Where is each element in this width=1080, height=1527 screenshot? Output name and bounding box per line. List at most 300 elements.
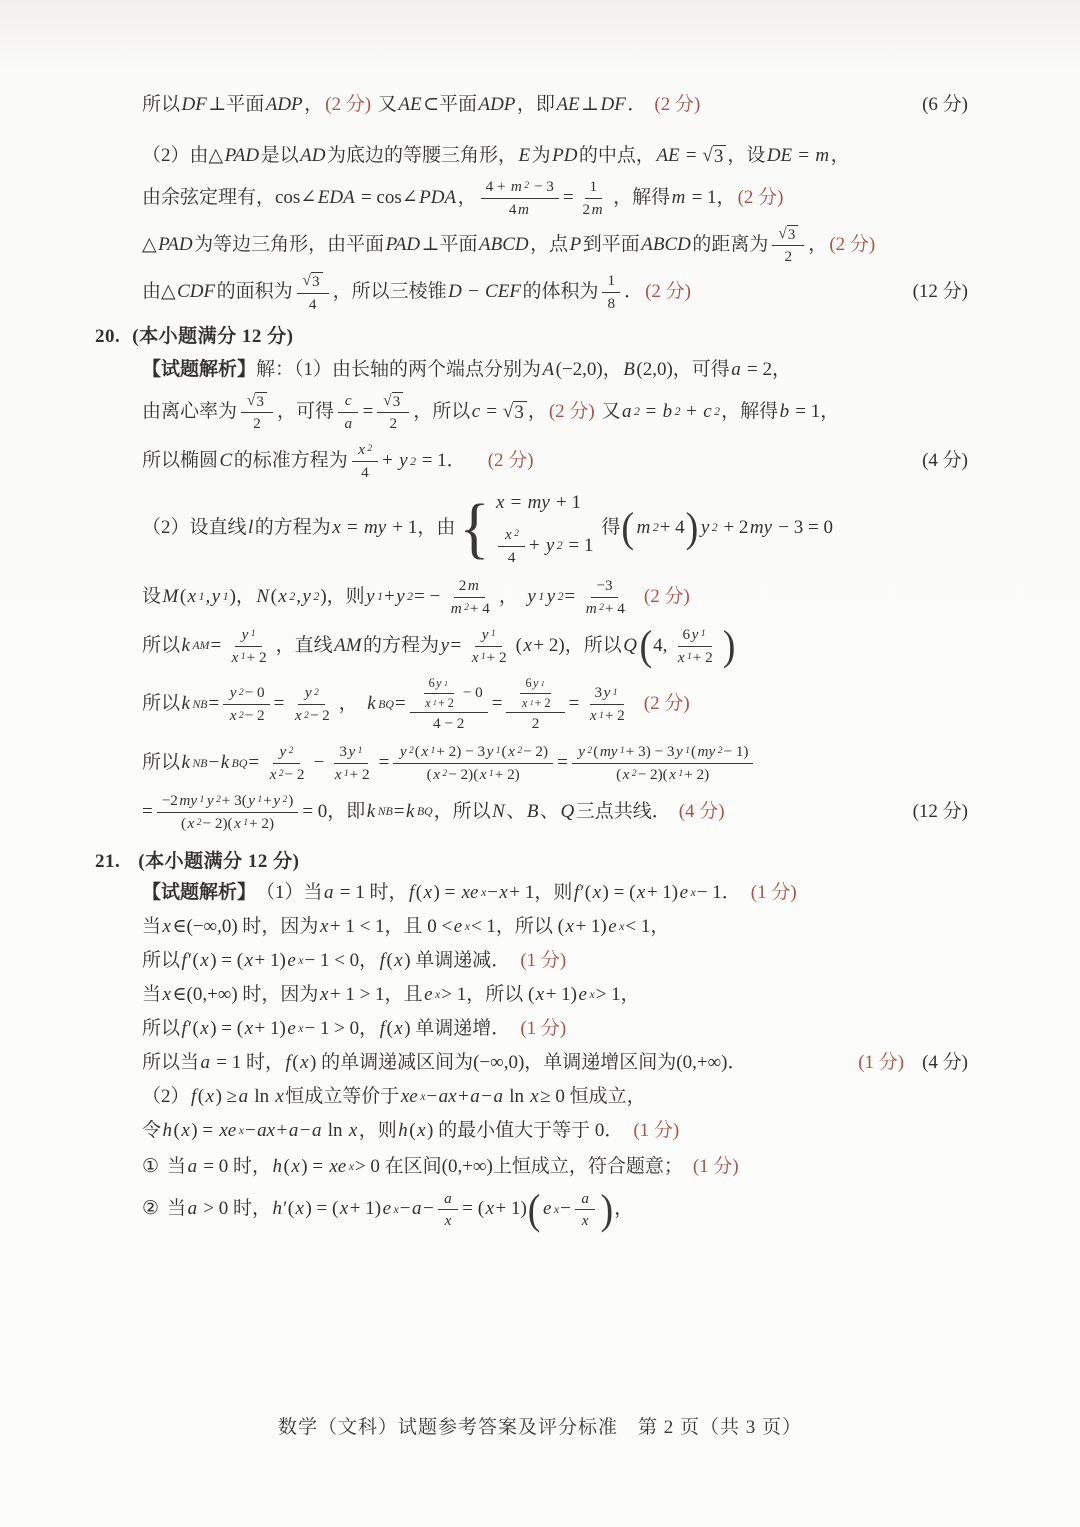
math-run: x xyxy=(291,1155,300,1177)
superscript: x xyxy=(690,886,696,900)
score-mark: (2 分) xyxy=(548,400,595,422)
fraction-denominator xyxy=(328,764,374,784)
subscript: 2 xyxy=(278,769,284,780)
text-run: + 2) − 3 xyxy=(436,743,486,761)
text-run: + 1) xyxy=(545,983,578,1005)
math-run: f xyxy=(379,949,385,971)
text-run: ，所以三棱锥 xyxy=(332,281,447,303)
text-run: + xyxy=(263,791,272,809)
text-run: ， xyxy=(808,234,828,256)
math-run: CEF xyxy=(485,281,521,303)
text-run: = 1， xyxy=(686,186,736,208)
fraction-denominator xyxy=(422,764,525,784)
fraction xyxy=(602,272,620,313)
score-mark: (4 分) xyxy=(678,800,725,822)
fraction xyxy=(772,225,804,266)
subscript: 2 xyxy=(304,710,309,721)
math-run: x xyxy=(162,915,171,937)
fraction-numerator xyxy=(410,676,488,713)
math-run: PAD xyxy=(158,234,193,256)
math-run: x xyxy=(677,648,685,666)
page-footer: 数学（文科）试题参考答案及评分标准 第 2 页（共 3 页） xyxy=(277,1417,802,1438)
math-run: k xyxy=(181,752,190,774)
solution-line xyxy=(142,792,968,833)
superscript: x xyxy=(238,1124,244,1138)
line-content: ② 当 a > 0 时， h′ ( x ) = ( x + 1) e x − a − $\frac{a}{x}$ = ( x + 1) ( e x − $\frac{a}{x}$ ) ， xyxy=(142,1186,634,1234)
text-run: 当 xyxy=(167,1198,187,1220)
text-run: = 1， xyxy=(790,400,840,422)
fraction-denominator xyxy=(579,598,630,618)
text-run: (12 分) xyxy=(912,800,968,822)
text-run: ， xyxy=(304,94,324,115)
fraction xyxy=(498,526,524,567)
line-content xyxy=(142,577,692,618)
line-content xyxy=(142,1016,568,1043)
text-run: = 1 时， xyxy=(211,1051,284,1073)
text-run: ) xyxy=(288,791,294,809)
subscript: 2 xyxy=(238,710,244,721)
math-run: x xyxy=(581,1212,589,1230)
radical-sign: √ xyxy=(502,400,514,422)
bold-text-run: 20. xyxy=(95,325,121,347)
text-run: 2 xyxy=(389,415,398,433)
fraction-denominator xyxy=(583,705,629,725)
math-run: AE xyxy=(398,94,422,115)
math-run: m xyxy=(467,576,479,594)
text-run: = xyxy=(248,752,260,774)
math-run: x xyxy=(181,1119,190,1141)
math-run: b xyxy=(779,400,790,422)
math-run: ADP xyxy=(265,94,303,115)
subscript: 2 xyxy=(557,590,564,604)
text-run: = xyxy=(210,634,222,656)
text-run: 4 xyxy=(507,548,516,566)
math-run: b xyxy=(662,400,673,422)
math-run: f′ xyxy=(181,949,191,971)
subscript: AM xyxy=(192,639,210,653)
subscript: 1 xyxy=(540,678,545,688)
text-run: = xyxy=(394,693,406,715)
text-run: + xyxy=(276,1119,288,1141)
text-run: + 4 xyxy=(604,599,625,617)
text-run: − 3 xyxy=(530,177,554,195)
text-run: ，则 xyxy=(358,1119,397,1141)
text-run: − xyxy=(208,752,220,774)
fraction-numerator xyxy=(602,272,620,293)
text-run: 、 xyxy=(506,800,526,822)
fraction-numerator xyxy=(506,676,564,713)
sqrt xyxy=(303,272,323,290)
fraction xyxy=(438,1190,459,1231)
math-run: a xyxy=(470,1085,480,1107)
fraction xyxy=(377,392,409,433)
math-run: e xyxy=(679,881,689,903)
math-run: l xyxy=(248,516,254,538)
math-run: f xyxy=(409,881,415,903)
math-run: y xyxy=(302,585,311,607)
text-run: − 1) xyxy=(723,743,749,761)
score-mark: (2 分) xyxy=(643,585,690,607)
superscript: 2 xyxy=(367,444,373,455)
fraction-denominator xyxy=(780,246,798,266)
math-run: my xyxy=(749,516,773,538)
radical-sign: √ xyxy=(302,272,311,290)
solution-line xyxy=(142,272,968,313)
math-run: y xyxy=(248,791,256,809)
fraction-denominator xyxy=(602,293,620,313)
text-run: 3 xyxy=(256,392,264,410)
text-run: − 2)( xyxy=(448,766,479,783)
text-run: + 1，由 xyxy=(387,516,456,538)
subscript: 1 xyxy=(700,628,706,639)
fraction-numerator xyxy=(424,676,454,693)
text-run: 的距离为 xyxy=(692,234,769,256)
text-run: （1）当 xyxy=(256,881,323,903)
text-run: 为 xyxy=(531,144,551,166)
superscript: x xyxy=(553,1203,560,1217)
math-run: my xyxy=(697,743,716,761)
text-run: + 2 xyxy=(534,695,551,710)
text-run: 、 xyxy=(539,800,559,822)
math-run: a xyxy=(288,1119,299,1141)
solution-line xyxy=(142,622,968,670)
math-run: y xyxy=(436,676,442,691)
math-run: e xyxy=(382,1198,391,1220)
text-run: (2,0)，可得 xyxy=(636,358,730,380)
subscript: 1 xyxy=(430,746,436,757)
text-run: − xyxy=(426,1085,438,1107)
cases-rows xyxy=(494,490,593,567)
text-run: ) 的最小值大于等于 0． xyxy=(427,1119,624,1141)
text-run: + 2)，所以 xyxy=(533,634,622,656)
math-run: y xyxy=(603,684,611,702)
superscript: x xyxy=(420,1090,426,1104)
math-run: y xyxy=(279,743,287,761)
text-run: + 1) xyxy=(646,881,679,903)
math-run: x xyxy=(278,585,287,607)
line-content xyxy=(142,880,799,907)
text-run: ( xyxy=(292,1051,299,1073)
fraction xyxy=(225,626,271,667)
math-run: a xyxy=(187,1198,198,1220)
line-content xyxy=(142,948,568,975)
math-run: x xyxy=(521,695,528,710)
fraction-numerator xyxy=(273,743,299,764)
text-run: − xyxy=(422,1198,434,1220)
math-run: xe xyxy=(219,1119,237,1141)
text-run: ，解得 xyxy=(613,186,671,208)
superscript: 2 xyxy=(652,521,659,535)
math-run: B xyxy=(623,358,635,380)
math-run: c xyxy=(471,400,481,422)
math-run: Q xyxy=(560,800,575,822)
text-run: − 3 = 0 xyxy=(773,516,833,538)
fraction-denominator xyxy=(288,705,334,725)
text-run: ，所以 xyxy=(433,800,491,822)
text-run: ( xyxy=(197,1085,205,1107)
text-run: = xyxy=(362,400,374,422)
text-run: 3 xyxy=(392,392,401,410)
text-run: = xyxy=(273,693,285,715)
line-content xyxy=(142,792,727,833)
math-run: x xyxy=(205,1085,215,1107)
math-run: y xyxy=(546,585,556,607)
text-run: ⊥平面 xyxy=(421,234,478,256)
fraction-denominator xyxy=(575,1210,595,1230)
subscript: 1 xyxy=(612,687,618,698)
math-run: my xyxy=(527,491,550,513)
math-run: ax xyxy=(438,1085,457,1107)
math-run: k xyxy=(220,752,230,774)
superscript: x xyxy=(348,1160,354,1174)
text-run: − xyxy=(487,881,498,903)
subscript: 2 xyxy=(238,687,244,698)
subscript: 1 xyxy=(529,698,534,708)
fraction-denominator xyxy=(611,764,714,784)
math-run: y xyxy=(578,743,586,761)
score-right xyxy=(913,279,968,306)
text-run: + 3( xyxy=(221,791,247,809)
text-run: ) 的单调递减区间为(−∞,0)，单调递增区间为(0,+∞)． xyxy=(310,1051,747,1073)
math-run: y xyxy=(399,743,407,761)
text-run: ∈(0,+∞) 时，因为 xyxy=(172,983,319,1005)
text-run: > 1，所以 ( xyxy=(441,983,535,1005)
math-run: x xyxy=(433,766,440,783)
math-run: N xyxy=(492,800,505,822)
fraction-denominator xyxy=(527,713,545,733)
text-run: 到平面 xyxy=(582,234,640,256)
cases-row xyxy=(494,490,593,517)
math-run: AE xyxy=(656,144,680,166)
score-mark: (2 分) xyxy=(487,449,534,471)
math-run: x xyxy=(669,766,676,783)
math-run: m xyxy=(510,177,522,195)
text-run: + 1) xyxy=(495,1198,527,1220)
subscript: 1 xyxy=(489,769,494,780)
text-run: 由余弦定理有，cos∠ xyxy=(142,186,317,208)
text-run: ② xyxy=(142,1198,160,1220)
text-run: ) = xyxy=(191,1119,218,1141)
text-run: 4 + xyxy=(485,177,510,195)
text-run: 所以 xyxy=(142,693,181,715)
subscript: 1 xyxy=(377,590,383,604)
subscript: 2 xyxy=(442,769,448,780)
text-run: ， xyxy=(527,400,547,422)
fraction-numerator xyxy=(520,676,550,693)
text-run: + 2 xyxy=(349,766,370,783)
math-run: x xyxy=(229,707,237,725)
subscript: 2 xyxy=(517,746,523,757)
sqrt-body xyxy=(787,225,799,243)
text-run: )， xyxy=(229,585,255,607)
text-run: 2 xyxy=(784,248,793,266)
solution-line xyxy=(142,1084,968,1111)
math-run: a xyxy=(187,1155,198,1177)
score-mark: (2 分) xyxy=(325,94,372,115)
text-run: 2 xyxy=(582,200,591,218)
sqrt-body xyxy=(311,272,323,290)
text-run: = xyxy=(793,144,814,166)
line-content xyxy=(142,392,839,433)
text-run: ( xyxy=(192,1017,199,1039)
fraction xyxy=(579,577,630,618)
line-content xyxy=(142,272,693,313)
line-content xyxy=(142,143,850,170)
spacer xyxy=(510,1029,518,1030)
subscript: 1 xyxy=(257,795,263,806)
math-run: a xyxy=(581,1189,589,1207)
math-run: B xyxy=(526,800,539,822)
sqrt-body xyxy=(713,145,727,168)
solution-line xyxy=(142,743,968,784)
math-run: e xyxy=(608,915,617,937)
text-run: + 2) xyxy=(684,766,710,783)
fraction-numerator xyxy=(235,626,261,647)
line-content xyxy=(95,324,293,351)
subscript: 1 xyxy=(620,746,625,757)
fraction-numerator xyxy=(481,178,559,199)
text-run: + 4 xyxy=(469,599,490,617)
solution-line xyxy=(142,92,968,119)
sqrt xyxy=(503,401,527,424)
text-run: 4 xyxy=(508,200,517,218)
fraction xyxy=(241,392,273,433)
math-run: x xyxy=(485,1198,494,1220)
math-run: x xyxy=(444,1212,452,1230)
subscript: NB xyxy=(192,756,208,770)
superscript: x xyxy=(435,988,441,1002)
text-run: （2） xyxy=(142,1085,190,1107)
fraction xyxy=(223,684,269,725)
text-run: 解：（1）由长轴的两个端点分别为 xyxy=(256,358,542,380)
math-run: k xyxy=(181,634,190,656)
text-run: − 2)( xyxy=(202,814,233,832)
text-run: ( xyxy=(192,949,199,971)
text-run: (4 分) xyxy=(922,1051,968,1073)
math-run: e xyxy=(453,915,463,937)
score-right xyxy=(856,1050,968,1077)
math-run: my xyxy=(599,743,618,761)
math-run: x xyxy=(471,648,479,666)
text-run: = xyxy=(142,800,153,822)
fraction-numerator xyxy=(223,684,269,705)
fraction-denominator xyxy=(428,713,469,733)
spacer xyxy=(634,704,642,705)
text-run: 2 xyxy=(531,715,540,733)
text-run: 6 xyxy=(525,676,532,691)
fraction-denominator xyxy=(578,199,610,219)
text-run: ( xyxy=(409,1119,416,1141)
math-run: x xyxy=(332,516,341,538)
text-run: + 2 xyxy=(437,695,454,710)
text-run: ( xyxy=(173,1119,180,1141)
fraction-denominator xyxy=(176,813,279,833)
math-run: k xyxy=(366,800,376,822)
line-content xyxy=(142,441,536,482)
sqrt-body xyxy=(255,392,267,410)
text-run: △ xyxy=(142,234,157,256)
math-run: x xyxy=(275,1085,284,1107)
math-run: x xyxy=(269,766,277,783)
text-run: = 2， xyxy=(742,358,791,380)
math-run: y xyxy=(533,676,539,691)
text-run: + 1，则 xyxy=(509,881,573,903)
text-run: ，设 xyxy=(727,144,766,166)
math-run: x xyxy=(495,491,505,513)
text-run: < 1，所以 ( xyxy=(470,915,564,937)
sqrt-body xyxy=(392,392,404,410)
fraction-denominator xyxy=(515,694,555,710)
text-run: 由离心率为 xyxy=(142,400,238,422)
text-run: ( xyxy=(593,743,599,761)
fraction-denominator xyxy=(225,647,271,667)
solution-line xyxy=(142,490,968,567)
text-run: − 1 > 0， xyxy=(304,1017,379,1039)
math-run: D xyxy=(448,281,462,303)
math-run: y xyxy=(486,743,494,761)
text-run: 3 xyxy=(514,401,524,423)
sqrt xyxy=(778,225,798,243)
text-run: 的中点， xyxy=(578,144,655,166)
text-run: ，点 xyxy=(530,234,569,256)
text-run: − 1． xyxy=(696,881,741,903)
text-run: − xyxy=(313,752,325,774)
math-run: x xyxy=(187,814,195,832)
text-run: = xyxy=(562,186,574,208)
math-run: x xyxy=(200,949,209,971)
math-run: A xyxy=(542,358,555,380)
text-run: 的面积为 xyxy=(216,281,293,303)
subscript: 1 xyxy=(357,746,363,757)
text-run: ( xyxy=(180,814,187,832)
math-run: AM xyxy=(334,634,362,656)
bold-text-run: (本小题满分 12 分) xyxy=(138,850,300,872)
text-run: 8 xyxy=(607,295,616,313)
math-run: f xyxy=(191,1085,197,1107)
math-run: a xyxy=(324,881,334,903)
math-run: ax xyxy=(257,1119,276,1141)
fraction xyxy=(410,676,488,733)
fraction xyxy=(506,676,564,733)
text-run: ⊥平面 xyxy=(208,94,265,115)
text-run: + 1) xyxy=(254,949,286,971)
text-run: 所以椭圆 xyxy=(142,449,219,471)
text-run: ，可得 xyxy=(276,400,334,422)
fraction xyxy=(393,743,553,784)
score-mark: (1 分) xyxy=(520,949,567,971)
text-run: ( xyxy=(386,949,393,971)
math-run: h′ xyxy=(272,1198,287,1220)
text-run: 的方程为 xyxy=(363,634,440,656)
text-run: 6 xyxy=(682,625,691,643)
solution-line xyxy=(142,178,968,219)
sqrt xyxy=(383,392,403,410)
fraction xyxy=(157,792,299,833)
math-run: PDA xyxy=(419,186,457,208)
line-content xyxy=(142,1050,746,1077)
math-run: x xyxy=(319,983,329,1005)
fraction-denominator xyxy=(504,199,536,219)
superscript: 2 xyxy=(599,602,604,613)
math-run: e xyxy=(287,949,296,971)
cases-row xyxy=(494,526,593,567)
math-run: a xyxy=(622,400,632,422)
score-mark: (1 分) xyxy=(858,1051,905,1073)
math-run: y xyxy=(366,585,375,607)
text-run: 3 xyxy=(594,684,603,702)
fraction-numerator xyxy=(585,178,603,199)
text-run: 又 xyxy=(596,400,621,422)
